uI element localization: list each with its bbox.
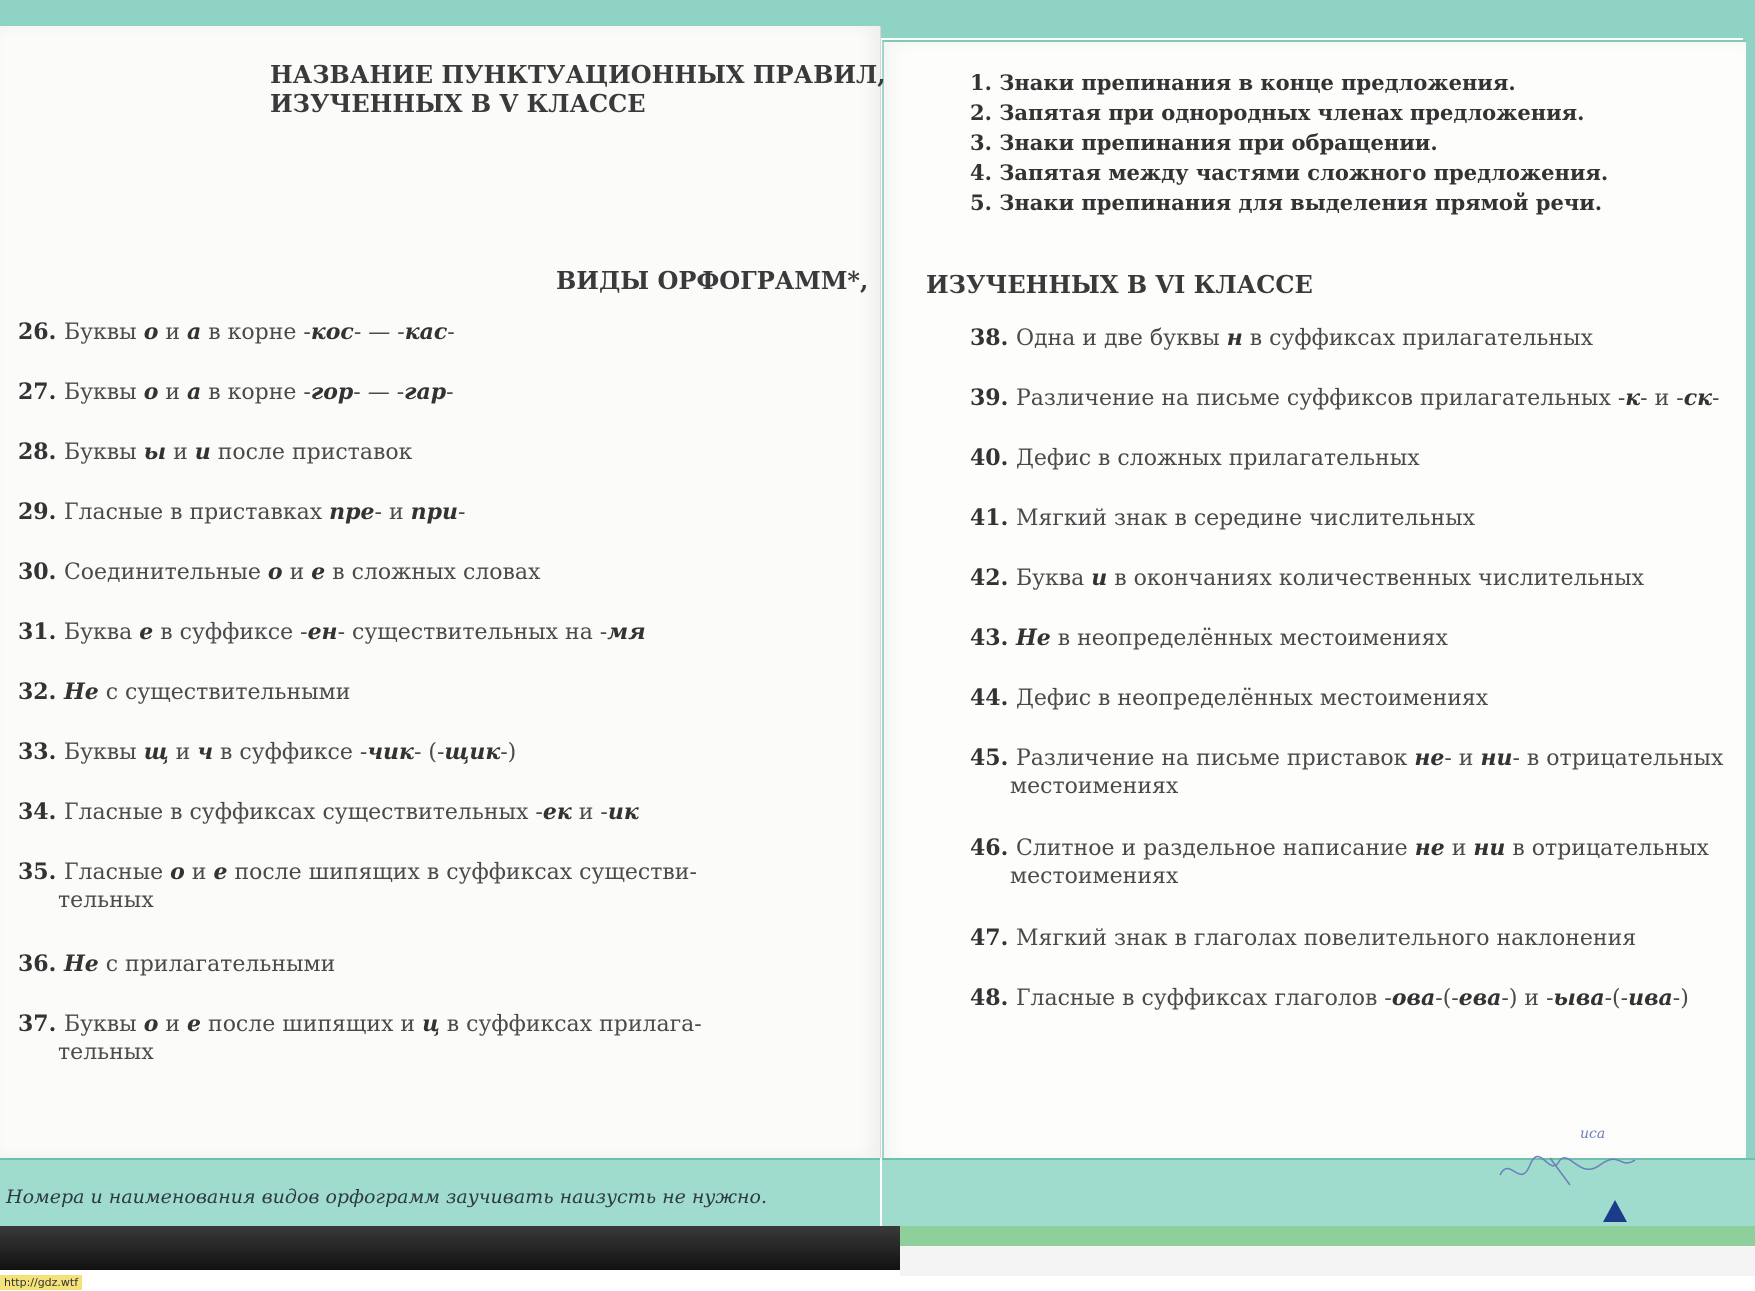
item-number: 37. — [18, 1011, 64, 1037]
orthogram-emphasis: е — [311, 559, 326, 585]
orthogram-item — [18, 498, 465, 527]
orthogram-emphasis: пре — [329, 499, 375, 525]
item-text: -(- — [1604, 986, 1629, 1011]
orthogram-item — [970, 624, 1448, 653]
item-text: -(- — [1435, 986, 1459, 1011]
orthogram-emphasis: ск — [1683, 385, 1712, 411]
orthogram-item — [18, 618, 646, 647]
punct-rule: 4. Запятая между частями сложного предложения. — [970, 160, 1609, 185]
item-number: 44. — [970, 685, 1016, 711]
handwritten-signature — [1490, 1120, 1640, 1200]
footnote: Номера и наименования видов орфограмм заучивать наизусть не нужно. — [6, 1186, 768, 1208]
cover-bottom-dark — [0, 1226, 900, 1270]
item-text: - — [447, 320, 455, 345]
item-text: - — - — [353, 320, 405, 345]
item-number: 26. — [18, 319, 64, 345]
item-text: в корне - — [201, 380, 311, 405]
orthogram-emphasis: а — [187, 319, 202, 345]
orthogram-emphasis: о — [143, 379, 159, 405]
scan-margin — [900, 1246, 1755, 1276]
item-text: Различение на письме суффиксов прилагательных - — [1015, 386, 1626, 411]
triangle-mark-icon — [1603, 1200, 1627, 1222]
item-text: Дефис в неопределённых местоимениях — [1015, 686, 1489, 711]
item-number: 42. — [970, 565, 1016, 591]
item-number: 29. — [18, 499, 64, 525]
punct-rule: 5. Знаки препинания для выделения прямой речи. — [970, 190, 1603, 215]
punct-rule: 3. Знаки препинания при обращении. — [970, 130, 1438, 155]
orthogram-emphasis: ен — [307, 619, 338, 645]
item-continuation: местоимениях — [1010, 774, 1179, 799]
orthogram-emphasis: о — [143, 1011, 159, 1037]
orthogram-emphasis: о — [267, 559, 283, 585]
orthogram-item — [970, 324, 1593, 353]
item-text: после шипящих и — [201, 1012, 423, 1037]
item-text: Мягкий знак в середине числительных — [1015, 506, 1476, 531]
punct-rules-list — [970, 68, 1608, 218]
orthogram-emphasis: кос — [310, 319, 354, 345]
item-text: после шипящих в суффиксах существи- — [227, 860, 697, 885]
item-text: и — [158, 1012, 188, 1037]
item-number: 47. — [970, 925, 1016, 951]
orthogram-emphasis: щик — [444, 739, 501, 765]
item-text: и - — [571, 800, 608, 825]
orthogram-item — [970, 924, 1636, 953]
item-text: в неопределённых местоимениях — [1050, 626, 1448, 651]
item-text: Буквы — [63, 380, 144, 405]
orthogram-emphasis: Не — [1015, 625, 1051, 651]
orthogram-item — [18, 858, 697, 915]
orthogram-emphasis: ч — [197, 739, 214, 765]
orthogram-emphasis: ива — [1628, 985, 1673, 1011]
item-text: и — [1444, 836, 1474, 861]
item-text: Буквы — [63, 320, 144, 345]
item-text: Буквы — [63, 440, 144, 465]
item-number: 33. — [18, 739, 64, 765]
item-number: 38. — [970, 325, 1016, 351]
item-text: - существительных на - — [337, 620, 608, 645]
item-text: после приставок — [210, 440, 413, 465]
orthogram-item — [18, 318, 455, 347]
item-number: 40. — [970, 445, 1016, 471]
item-text: в отрицательных — [1505, 836, 1709, 861]
item-text: в корне - — [201, 320, 311, 345]
item-text: в сложных словах — [325, 560, 541, 585]
orthogram-emphasis: и — [194, 439, 211, 465]
orthogram-emphasis: чик — [367, 739, 414, 765]
orthogram-item — [970, 684, 1488, 713]
orf-heading-left: ВИДЫ ОРФОГРАММ*, — [556, 266, 869, 295]
orthogram-item — [970, 444, 1420, 473]
item-text: - и — [1444, 746, 1481, 771]
item-text: Одна и две буквы — [1015, 326, 1227, 351]
item-continuation: тельных — [58, 1040, 154, 1065]
handwritten-note: иса — [1580, 1126, 1606, 1142]
item-text: - — - — [353, 380, 405, 405]
orthogram-item — [18, 438, 412, 467]
orthogram-emphasis: ыва — [1553, 985, 1605, 1011]
item-number: 36. — [18, 951, 64, 977]
orthogram-emphasis: ы — [143, 439, 167, 465]
item-number: 28. — [18, 439, 64, 465]
orthogram-emphasis: а — [187, 379, 202, 405]
item-number: 45. — [970, 745, 1016, 771]
orthogram-emphasis: не — [1414, 745, 1445, 771]
orthogram-item — [18, 678, 350, 707]
item-text: Мягкий знак в глаголах повелительного наклонения — [1015, 926, 1637, 951]
item-text: -) и - — [1501, 986, 1554, 1011]
item-text: Гласные — [63, 860, 171, 885]
punct-rule: 1. Знаки препинания в конце предложения. — [970, 70, 1516, 95]
item-text: - и - — [1640, 386, 1684, 411]
item-text: Буква — [1015, 566, 1092, 591]
item-text: Буква — [63, 620, 140, 645]
item-number: 39. — [970, 385, 1016, 411]
orthogram-emphasis: ик — [607, 799, 639, 825]
watermark-link[interactable]: http://gdz.wtf — [0, 1275, 82, 1290]
item-number: 32. — [18, 679, 64, 705]
orthogram-emphasis: ни — [1480, 745, 1513, 771]
orthogram-item — [970, 384, 1719, 413]
item-text: и — [158, 380, 188, 405]
item-text: - в отрицательных — [1512, 746, 1724, 771]
orthogram-emphasis: е — [187, 1011, 202, 1037]
orthogram-item — [18, 1010, 702, 1067]
orthogram-item — [18, 378, 454, 407]
orthogram-emphasis: е — [213, 859, 228, 885]
orthogram-emphasis: щ — [143, 739, 169, 765]
orthogram-emphasis: о — [170, 859, 185, 885]
orthogram-emphasis: гар — [404, 379, 447, 405]
item-number: 46. — [970, 835, 1016, 861]
item-text: - — [458, 500, 466, 525]
orthogram-emphasis: не — [1414, 835, 1445, 861]
item-text: в суффиксе - — [153, 620, 308, 645]
item-text: с существительными — [98, 680, 351, 705]
item-number: 48. — [970, 985, 1016, 1011]
orthogram-emphasis: е — [139, 619, 154, 645]
orthogram-emphasis: при — [410, 499, 458, 525]
item-number: 41. — [970, 505, 1016, 531]
item-number: 35. — [18, 859, 64, 885]
orf-heading-right: ИЗУЧЕННЫХ В VI КЛАССЕ — [926, 270, 1313, 299]
item-text: и — [282, 560, 312, 585]
orthogram-emphasis: к — [1625, 385, 1641, 411]
orthogram-emphasis: мя — [607, 619, 646, 645]
orthogram-emphasis: и — [1091, 565, 1108, 591]
item-text: Гласные в суффиксах глаголов - — [1015, 986, 1392, 1011]
item-text: в суффиксах прилагательных — [1242, 326, 1593, 351]
orthogram-emphasis: н — [1226, 325, 1243, 351]
item-text: с прилагательными — [98, 952, 336, 977]
item-continuation: местоимениях — [1010, 864, 1179, 889]
item-text: -) — [1672, 986, 1689, 1011]
item-text: Гласные в приставках — [63, 500, 330, 525]
item-text: - (- — [413, 740, 445, 765]
punct-title-line1: НАЗВАНИЕ ПУНКТУАЦИОННЫХ ПРАВИЛ, — [270, 60, 886, 89]
orthogram-emphasis: Не — [63, 679, 99, 705]
orthogram-item — [970, 834, 1709, 891]
item-text: и — [166, 440, 195, 465]
orthogram-emphasis: ева — [1458, 985, 1502, 1011]
item-continuation: тельных — [58, 888, 154, 913]
orthogram-emphasis: ни — [1473, 835, 1506, 861]
item-text: -) — [500, 740, 517, 765]
item-text: и — [168, 740, 198, 765]
item-text: Гласные в суффиксах существительных - — [63, 800, 543, 825]
orthogram-item — [970, 744, 1723, 801]
item-number: 31. — [18, 619, 64, 645]
orthogram-item — [18, 738, 516, 767]
orthogram-emphasis: гор — [310, 379, 354, 405]
orthogram-item — [18, 558, 540, 587]
item-text: - — [446, 380, 454, 405]
orthogram-emphasis: ова — [1391, 985, 1436, 1011]
orthogram-item — [18, 798, 639, 827]
item-text: и — [184, 860, 214, 885]
item-text: Дефис в сложных прилагательных — [1015, 446, 1420, 471]
cover-bottom-green — [900, 1226, 1755, 1246]
item-text: в окончаниях количественных числительных — [1107, 566, 1645, 591]
item-number: 30. — [18, 559, 64, 585]
item-text: Различение на письме приставок — [1015, 746, 1415, 771]
orthogram-emphasis: ц — [422, 1011, 440, 1037]
item-text: в суффиксах прилага- — [439, 1012, 702, 1037]
orthogram-item — [970, 564, 1644, 593]
item-text: Слитное и раздельное написание — [1015, 836, 1415, 861]
item-text: Соединительные — [63, 560, 268, 585]
item-number: 43. — [970, 625, 1016, 651]
item-text: - и — [374, 500, 411, 525]
item-text: Буквы — [63, 740, 144, 765]
orthogram-emphasis: о — [143, 319, 159, 345]
orthogram-item — [18, 950, 335, 979]
item-number: 27. — [18, 379, 64, 405]
item-text: - — [1712, 386, 1720, 411]
punct-title-line2: ИЗУЧЕННЫХ В V КЛАССЕ — [270, 89, 646, 118]
item-number: 34. — [18, 799, 64, 825]
orthogram-emphasis: ек — [542, 799, 572, 825]
item-text: Буквы — [63, 1012, 144, 1037]
orthogram-emphasis: кас — [404, 319, 448, 345]
left-page — [0, 26, 881, 1158]
orthogram-item — [970, 984, 1689, 1013]
orthogram-item — [970, 504, 1475, 533]
item-text: в суффиксе - — [213, 740, 368, 765]
punct-rule: 2. Запятая при однородных членах предложения. — [970, 100, 1585, 125]
orthogram-emphasis: Не — [63, 951, 99, 977]
item-text: и — [158, 320, 188, 345]
